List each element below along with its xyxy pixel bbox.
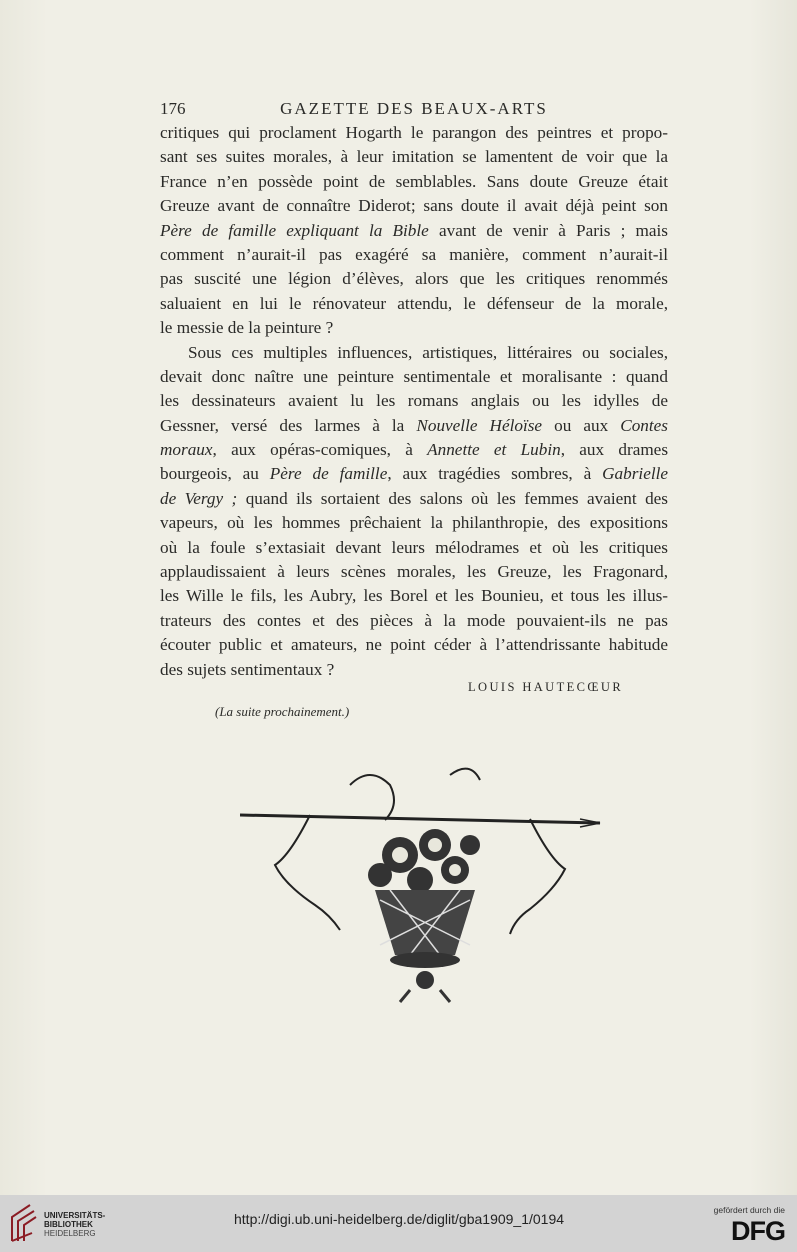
- dfg-logo: DFG: [731, 1216, 785, 1246]
- text-line: [160, 292, 668, 316]
- text-segment: , aux drames: [560, 440, 669, 460]
- italic-title: Nouvelle Héloïse: [416, 415, 543, 435]
- text-segment: le messie de la peinture ?: [160, 318, 334, 338]
- text-segment: , aux tragédies sombres, à: [387, 464, 603, 484]
- text-segment: saluaient en lui le rénovateur attendu, le défenseur de la morale,: [160, 293, 668, 313]
- text-segment: où la foule s’extasiait devant leurs mélodrames et où les critiques: [160, 537, 668, 557]
- text-segment: Sous ces multiples influences, artistiques, littéraires ou sociales,: [188, 342, 668, 362]
- italic-title: Père de famille expliquant la Bible: [160, 220, 429, 240]
- running-header: [160, 99, 668, 121]
- text-segment: applaudissaient à leurs scènes morales, les Greuze, les Fragonard,: [160, 562, 668, 582]
- library-line: BIBLIOTHEK: [44, 1220, 93, 1229]
- text-segment: devait donc naître une peinture sentimentale et moralisante : quand: [160, 366, 668, 386]
- footer-bar: [0, 1195, 797, 1252]
- text-segment: vapeurs, où les hommes prêchaient la philanthropie, des expositions: [160, 513, 668, 533]
- ub-heidelberg-logo-icon: [8, 1203, 38, 1243]
- italic-title: Père de famille: [269, 464, 388, 484]
- text-segment: bourgeois, au: [160, 464, 270, 484]
- text-segment: comment n’aurait-il pas exagéré sa manière, comment n’aurait-il: [160, 244, 668, 264]
- text-segment: des sujets sentimentaux ?: [160, 659, 335, 679]
- text-segment: pas suscité une légion d’élèves, alors que les critiques renommés: [160, 269, 668, 289]
- text-segment: Gessner, versé des larmes à la: [160, 415, 417, 435]
- text-line: [160, 121, 668, 145]
- text-line: [160, 438, 668, 462]
- page-number: 176: [160, 99, 186, 118]
- text-line: [160, 414, 668, 438]
- italic-title: Contes: [620, 415, 668, 435]
- funded-by-label: gefördert durch die: [713, 1205, 785, 1215]
- text-line: [160, 609, 668, 633]
- text-segment: quand ils sortaient des salons où les femmes avaient des: [237, 488, 668, 508]
- text-segment: Greuze avant de connaître Diderot; sans doute il avait déjà peint son: [160, 196, 668, 216]
- text-segment: France n’en possède point de semblables. Sans doute Greuze était: [160, 171, 668, 191]
- text-segment: écouter public et amateurs, ne point céder à l’attendrissante habitude: [160, 635, 668, 655]
- text-line: [160, 560, 668, 584]
- text-line: [160, 462, 668, 486]
- author-signature: LOUIS HAUTECŒUR: [468, 680, 624, 694]
- text-line: [160, 389, 668, 413]
- text-line: [160, 267, 668, 291]
- text-segment: les dessinateurs avaient lu les romans anglais ou les idylles de: [160, 391, 668, 411]
- text-line: [160, 170, 668, 194]
- text-segment: critiques qui proclament Hogarth le parangon des peintres et propo-: [160, 123, 668, 142]
- text-line: [160, 341, 668, 365]
- library-line: UNIVERSITÄTS-: [44, 1211, 106, 1220]
- flower-basket-ornament: [240, 755, 610, 1015]
- text-line: [160, 633, 668, 657]
- text-segment: ou aux: [542, 415, 621, 435]
- text-segment: , aux opéras-comiques, à: [212, 440, 428, 460]
- permalink-url[interactable]: http://digi.ub.uni-heidelberg.de/diglit/gba1909_1/0194: [234, 1211, 565, 1227]
- italic-title: Gabrielle: [602, 464, 668, 484]
- journal-title: GAZETTE DES BEAUX-ARTS: [280, 99, 548, 118]
- italic-title: de Vergy ;: [160, 488, 238, 508]
- text-line: [160, 194, 668, 218]
- text-line: [160, 584, 668, 608]
- text-line: [160, 536, 668, 560]
- text-segment: avant de venir à Paris ; mais: [428, 220, 668, 240]
- article-body: [160, 121, 668, 682]
- text-line: [160, 243, 668, 267]
- text-line: [160, 219, 668, 243]
- text-segment: sant ses suites morales, à leur imitation se lamentent de voir que la: [160, 147, 668, 167]
- library-name: [44, 1211, 105, 1238]
- text-line: [160, 145, 668, 169]
- text-line: [160, 658, 668, 682]
- italic-title: Annette et Lubin: [427, 440, 561, 460]
- italic-title: moraux: [160, 440, 213, 460]
- text-segment: trateurs des contes et des pièces à la mode pouvaient-ils ne pas: [160, 610, 668, 630]
- text-line: [160, 316, 668, 340]
- continuation-note: (La suite prochainement.): [215, 704, 350, 719]
- text-line: [160, 511, 668, 535]
- text-line: [160, 365, 668, 389]
- library-line: HEIDELBERG: [44, 1229, 96, 1238]
- text-segment: les Wille le fils, les Aubry, les Borel et les Bounieu, et tous les illus-: [160, 586, 668, 606]
- text-line: [160, 487, 668, 511]
